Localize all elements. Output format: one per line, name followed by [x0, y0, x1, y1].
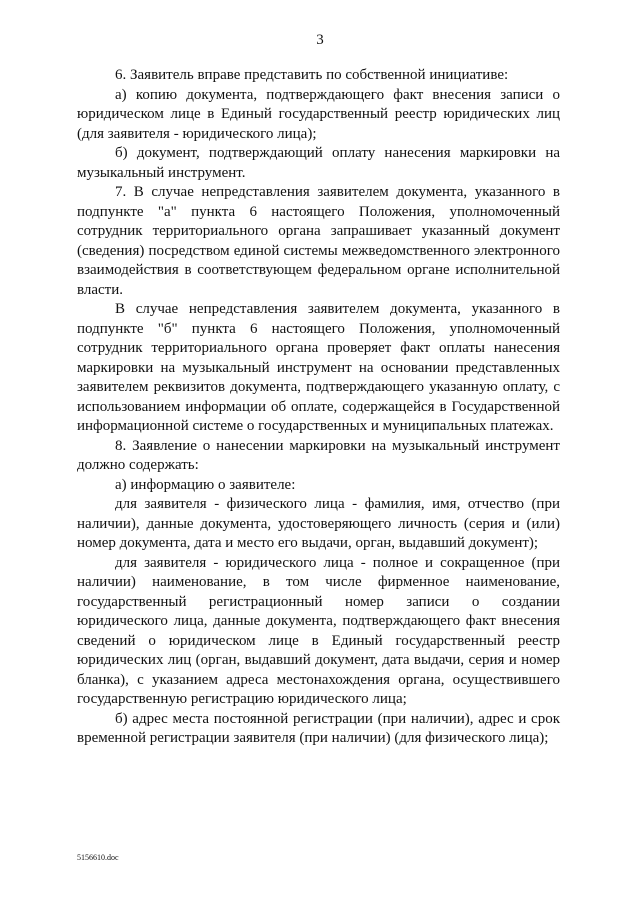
paragraph-8b: б) адрес места постоянной регистрации (при наличии), адрес и срок временной регистрации заявителя (при наличии) (для физического лица);: [77, 710, 560, 746]
paragraph-8a-individual: для заявителя - физического лица - фамилия, имя, отчество (при наличии), данные документа, удостоверяющего личность (серия и (или) номер документа, дата и место его выдачи, орган, выдавший документ);: [77, 496, 560, 551]
paragraph-7-second: В случае непредставления заявителем документа, указанного в подпункте "б" пункта 6 настоящего Положения, уполномоченный сотрудник территориального органа проверяет факт оплаты нанесения маркировки на музыкальный инструмент на основании представленных заявителем реквизитов документа, подтверждающего указанную оплату, с использованием информации об оплате, содержащейся в Государственной информационной системе о государственных и муниципальных платежах.: [77, 301, 560, 434]
page-number: 3: [316, 32, 324, 48]
paragraph-6b: б) документ, подтверждающий оплату нанесения маркировки на музыкальный инструмент.: [77, 145, 560, 181]
document-body: [77, 66, 560, 749]
paragraph-8a-legal-entity: для заявителя - юридического лица - полное и сокращенное (при наличии) наименование, в том числе фирменное наименование, государственный регистрационный номер записи о создании юридического лица, данные документа, подтверждающего факт внесения сведений о юридическом лице в Единый государственный реестр юридических лиц (орган, выдавший документ, дата выдачи, серия и номер бланка), с указанием адреса местонахождения органа, осуществившего государственную регистрацию юридического лица;: [77, 554, 560, 707]
paragraph-8: 8. Заявление о нанесении маркировки на музыкальный инструмент должно содержать:: [77, 437, 560, 473]
paragraph-6a: а) копию документа, подтверждающего факт внесения записи о юридическом лице в Единый государственный реестр юридических лиц (для заявителя - юридического лица);: [77, 86, 560, 142]
footer-filename: 5156610.doc: [77, 853, 119, 862]
paragraph-8a: а) информацию о заявителе:: [115, 476, 296, 493]
paragraph-7: 7. В случае непредставления заявителем документа, указанного в подпункте "а" пункта 6 настоящего Положения, уполномоченный сотрудник территориального органа запрашивает указанный документ (сведения) посредством единой системы межведомственного электронного взаимодействия в соответствующем федеральном органе исполнительной власти.: [77, 184, 560, 298]
paragraph-6: 6. Заявитель вправе представить по собственной инициативе:: [115, 67, 509, 83]
